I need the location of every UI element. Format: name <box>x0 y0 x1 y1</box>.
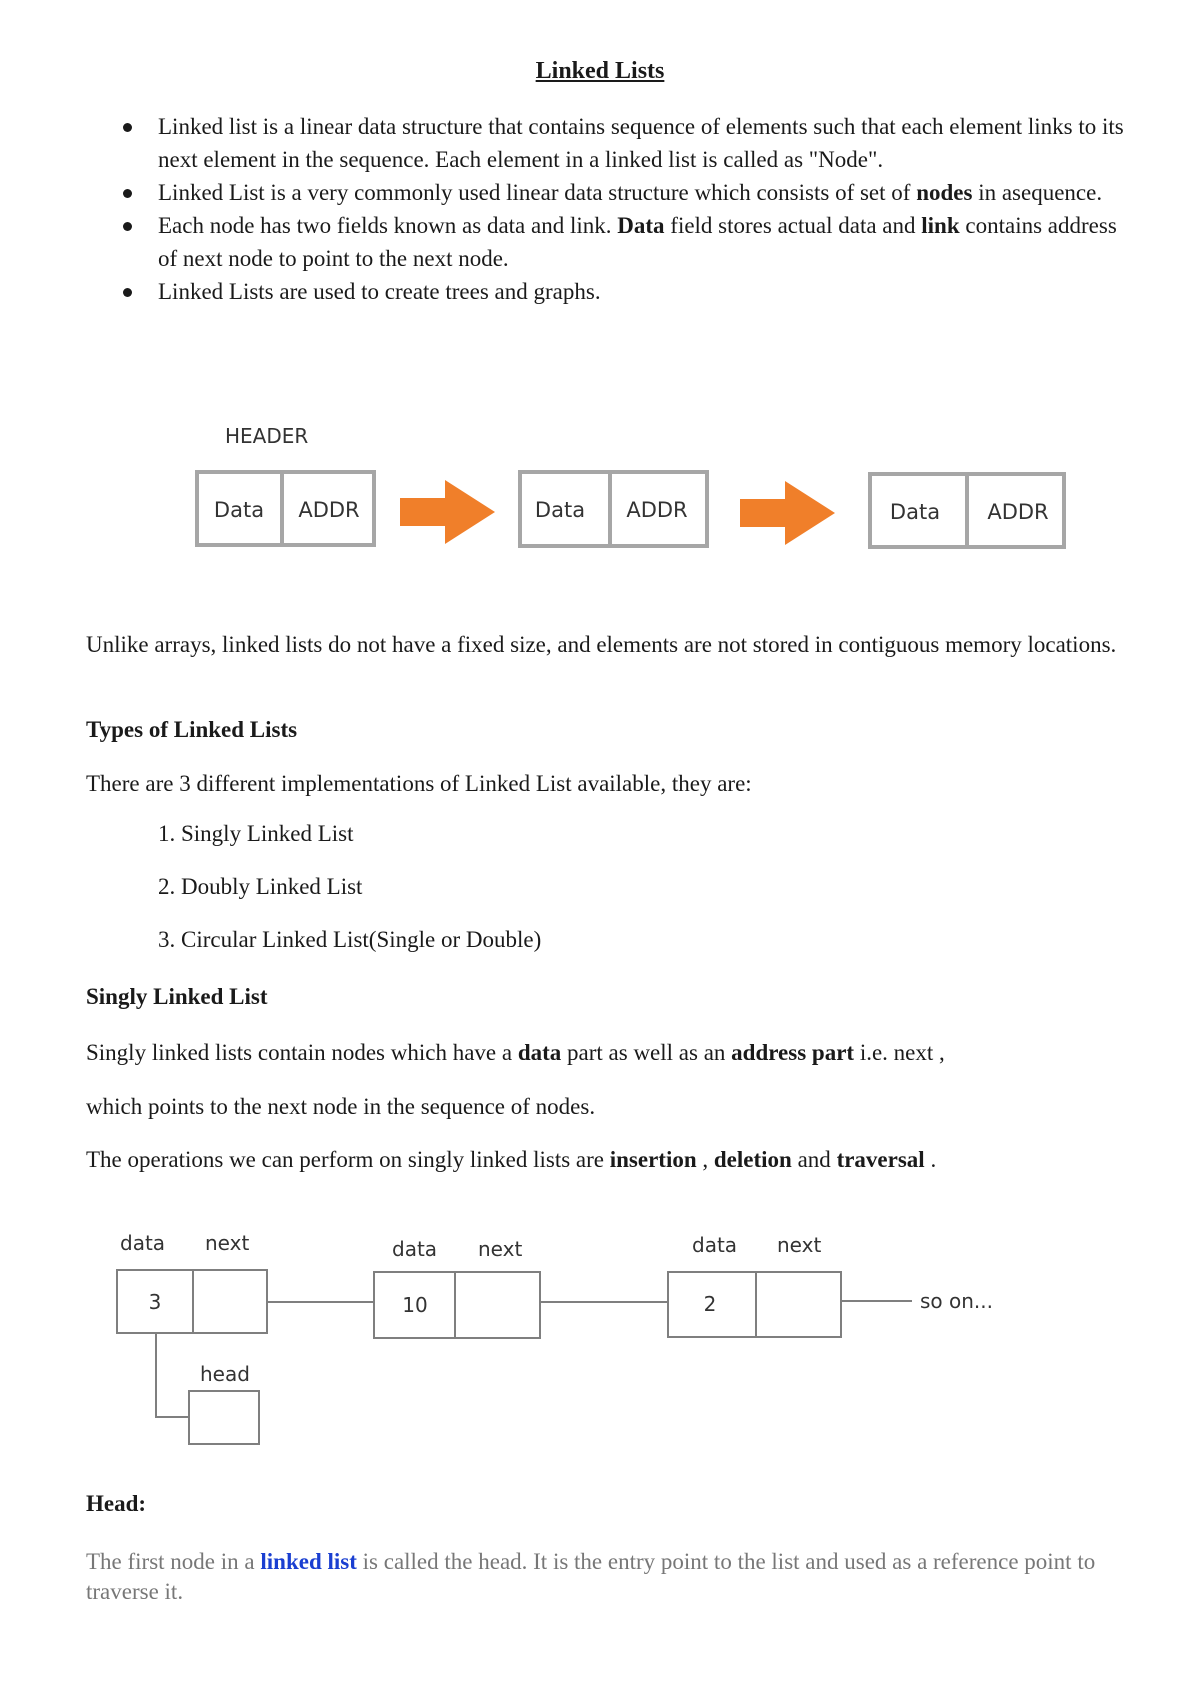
node-data-label: Data <box>213 498 265 522</box>
head-label: head <box>200 1362 250 1386</box>
node-value: 2 <box>703 1292 717 1316</box>
node-data-label: Data <box>534 498 586 522</box>
next-field-label: next <box>478 1237 523 1261</box>
data-field-label: data <box>692 1233 738 1257</box>
node-value: 3 <box>148 1290 162 1314</box>
types-intro: There are 3 different implementations of Linked List available, they are: <box>86 771 752 796</box>
next-field-label: next <box>205 1231 250 1255</box>
bullet-item: Each node has two fields known as data and link. Data field stores actual data and link contains address of next node to point to the next node. <box>120 209 1140 275</box>
node-box <box>374 1272 540 1338</box>
head-box <box>189 1391 259 1444</box>
page-title: Linked Lists <box>535 58 665 84</box>
node-addr-label: ADDR <box>298 498 360 522</box>
head-paragraph: The first node in a linked list is called the head. It is the entry point to the list and used as a reference point to traverse it. <box>86 1549 1096 1604</box>
node-addr-label: ADDR <box>987 500 1049 524</box>
operations-paragraph: The operations we can perform on singly linked lists are insertion , deletion and traversal . <box>86 1147 937 1172</box>
data-field-label: data <box>392 1237 438 1261</box>
so-on-label: so on... <box>920 1289 993 1313</box>
types-list-item: 3. Circular Linked List(Single or Double) <box>158 927 542 952</box>
next-field-label: next <box>777 1233 822 1257</box>
data-field-label: data <box>120 1231 166 1255</box>
unlike-arrays-paragraph: Unlike arrays, linked lists do not have a fixed size, and elements are not stored in contiguous memory locations. <box>86 632 1117 657</box>
node-addr-label: ADDR <box>626 498 688 522</box>
types-list-item: 1. Singly Linked List <box>158 821 354 846</box>
types-heading: Types of Linked Lists <box>86 717 298 742</box>
bullet-item: Linked List is a very commonly used linear data structure which consists of set of nodes in asequence. <box>120 176 1140 209</box>
node-box <box>668 1272 841 1337</box>
linked-list-header-diagram <box>0 420 1200 570</box>
bullet-item: Linked Lists are used to create trees and graphs. <box>120 275 1140 308</box>
types-list-item: 2. Doubly Linked List <box>158 874 363 899</box>
linked-list-link[interactable]: linked list <box>260 1549 357 1574</box>
head-heading: Head: <box>86 1491 147 1516</box>
node-value: 10 <box>402 1293 428 1317</box>
singly-paragraph: Singly linked lists contain nodes which have a data part as well as an address part i.e. next , <box>86 1040 945 1065</box>
header-label: HEADER <box>225 424 309 448</box>
singly-linked-list-diagram <box>0 1215 1200 1455</box>
node-data-label: Data <box>889 500 941 524</box>
bullet-item: Linked list is a linear data structure that contains sequence of elements such that each element links to its next element in the sequence. Each element in a linked list is called as "Node". <box>120 110 1140 176</box>
arrow-right-icon <box>740 481 835 545</box>
singly-heading: Singly Linked List <box>86 984 268 1009</box>
intro-bullet-list <box>120 110 1140 308</box>
singly-paragraph-2: which points to the next node in the sequence of nodes. <box>86 1094 596 1119</box>
arrow-right-icon <box>400 480 495 544</box>
